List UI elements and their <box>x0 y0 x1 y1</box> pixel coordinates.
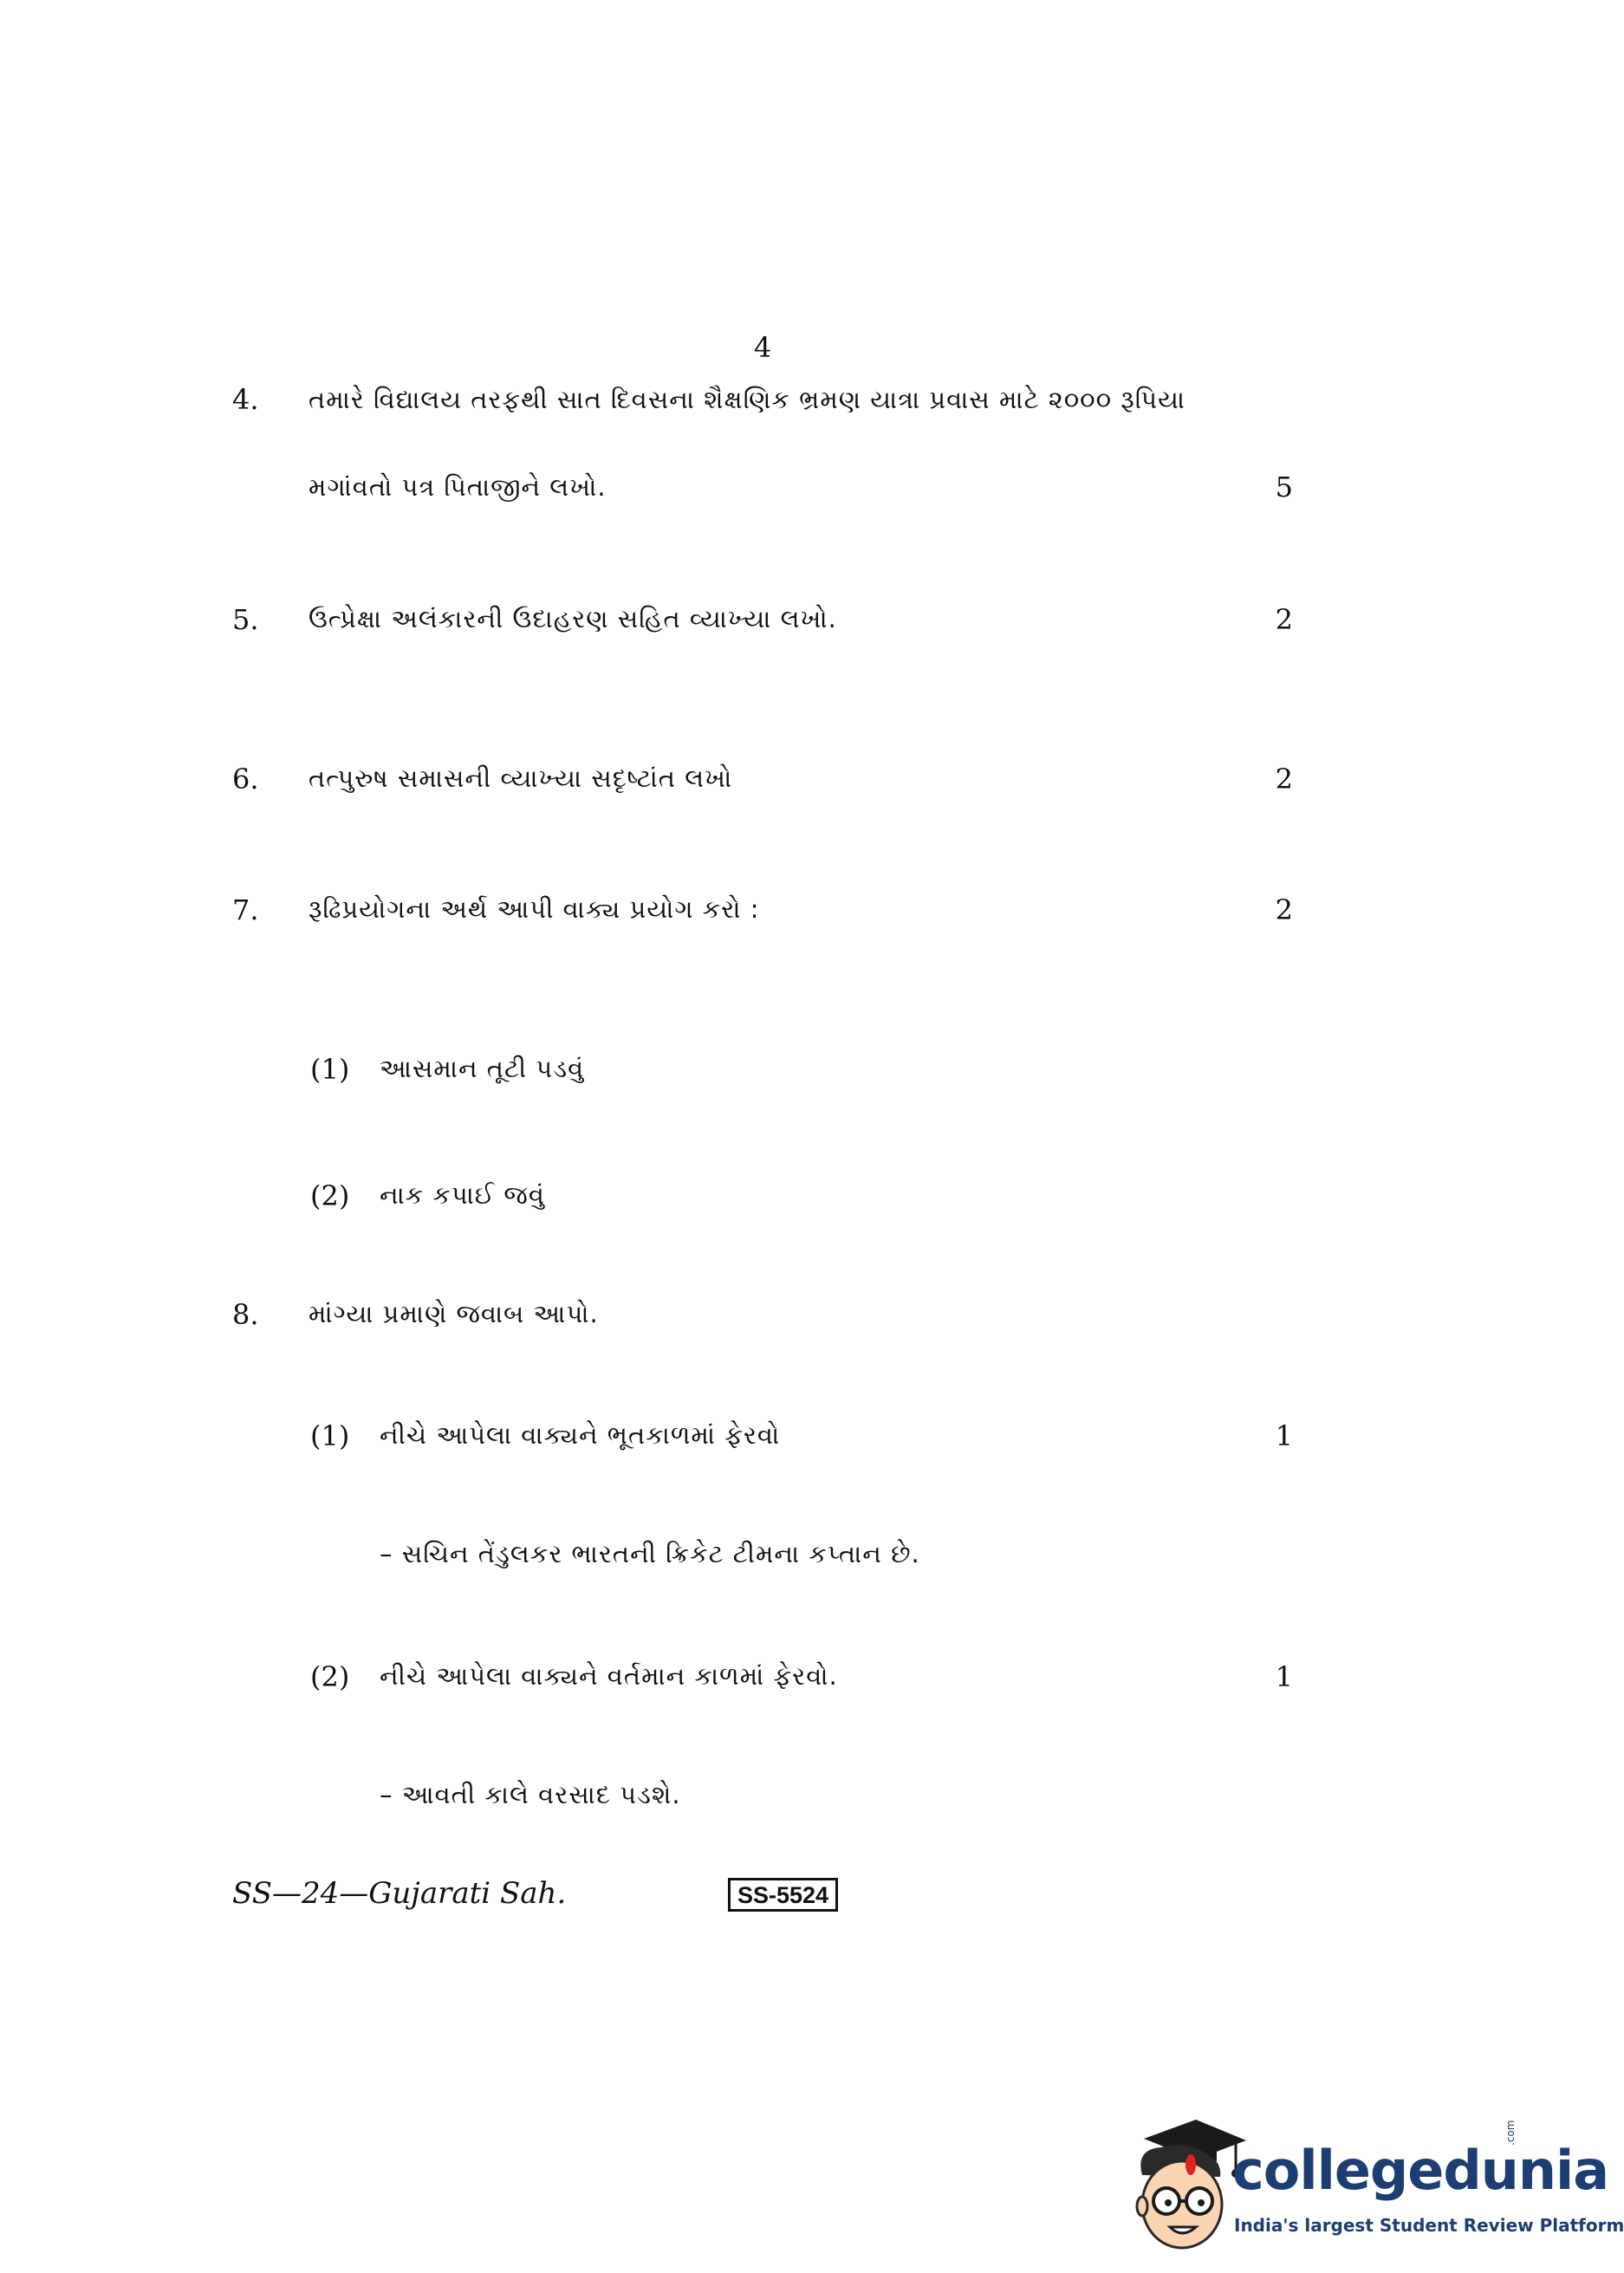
q6-text: તત્પુરુષ સમાસની વ્યાખ્યા સદૃષ્ટાંત લખો <box>309 763 733 793</box>
q7-text: રૂઢિપ્રયોગના અર્થ આપી વાક્ય પ્રયોગ કરો : <box>309 894 760 924</box>
q7-marks: 2 <box>1275 893 1293 926</box>
q4-text-line2: મગાંવતો પત્ર પિતાજીને લખો. <box>309 472 607 502</box>
q4-text-line1: તમારે વિદ્યાલય તરફથી સાત દિવસના શૈક્ષણિક ભ્રમણ યાત્રા પ્રવાસ માટે ૨૦૦૦ રૂપિયા <box>309 385 1186 414</box>
q8-item-1-text: નીચે આપેલા વાક્યને ભૂતકાળમાં ફેરવો <box>380 1420 781 1450</box>
q7-item-1-text: આસમાન તૂટી પડવું <box>380 1054 585 1083</box>
q8-item-2-label: (2) <box>310 1660 350 1693</box>
q5-text: ઉત્પ્રેક્ષા અલંકારની ઉદાહરણ સહિત વ્યાખ્યા લખો. <box>309 604 837 633</box>
q5-marks: 2 <box>1275 603 1293 636</box>
q5-number: 5. <box>232 603 259 636</box>
q8-item-1-marks: 1 <box>1275 1419 1293 1452</box>
q8-number: 8. <box>232 1298 259 1331</box>
q4-marks: 5 <box>1275 471 1293 503</box>
q7-item-2-label: (2) <box>310 1179 350 1212</box>
page-number: 4 <box>754 331 772 364</box>
brand-tagline: India's largest Student Review Platform <box>1234 2215 1624 2236</box>
q8-item-1-sentence: – સચિન તેંડુલકર ભારતની ક્રિકેટ ટીમના કપ્તાન છે. <box>380 1539 920 1568</box>
paper-code: SS—24—Gujarati Sah. <box>232 1876 567 1911</box>
q8-item-2-sentence: – આવતી કાલે વરસાદ પડશે. <box>380 1780 681 1809</box>
q8-item-2-marks: 1 <box>1275 1660 1293 1693</box>
mascot-logo-icon <box>1127 2114 1248 2262</box>
brand-name: collegedunia <box>1232 2139 1609 2202</box>
q6-marks: 2 <box>1275 763 1293 796</box>
q4-number: 4. <box>232 383 259 416</box>
q7-item-2-text: નાક કપાઈ જવું <box>380 1180 545 1210</box>
q8-item-1-label: (1) <box>310 1419 350 1452</box>
q7-item-1-label: (1) <box>310 1053 350 1086</box>
q8-text: માંગ્યા પ્રમાણે જવાબ આપો. <box>309 1299 599 1328</box>
brand-domain: .com <box>1504 2120 1517 2146</box>
q8-item-2-text: નીચે આપેલા વાક્યને વર્તમાન કાળમાં ફેરવો. <box>380 1661 838 1691</box>
series-code-box: SS-5524 <box>728 1878 838 1912</box>
q7-number: 7. <box>232 893 259 926</box>
q6-number: 6. <box>232 763 259 796</box>
